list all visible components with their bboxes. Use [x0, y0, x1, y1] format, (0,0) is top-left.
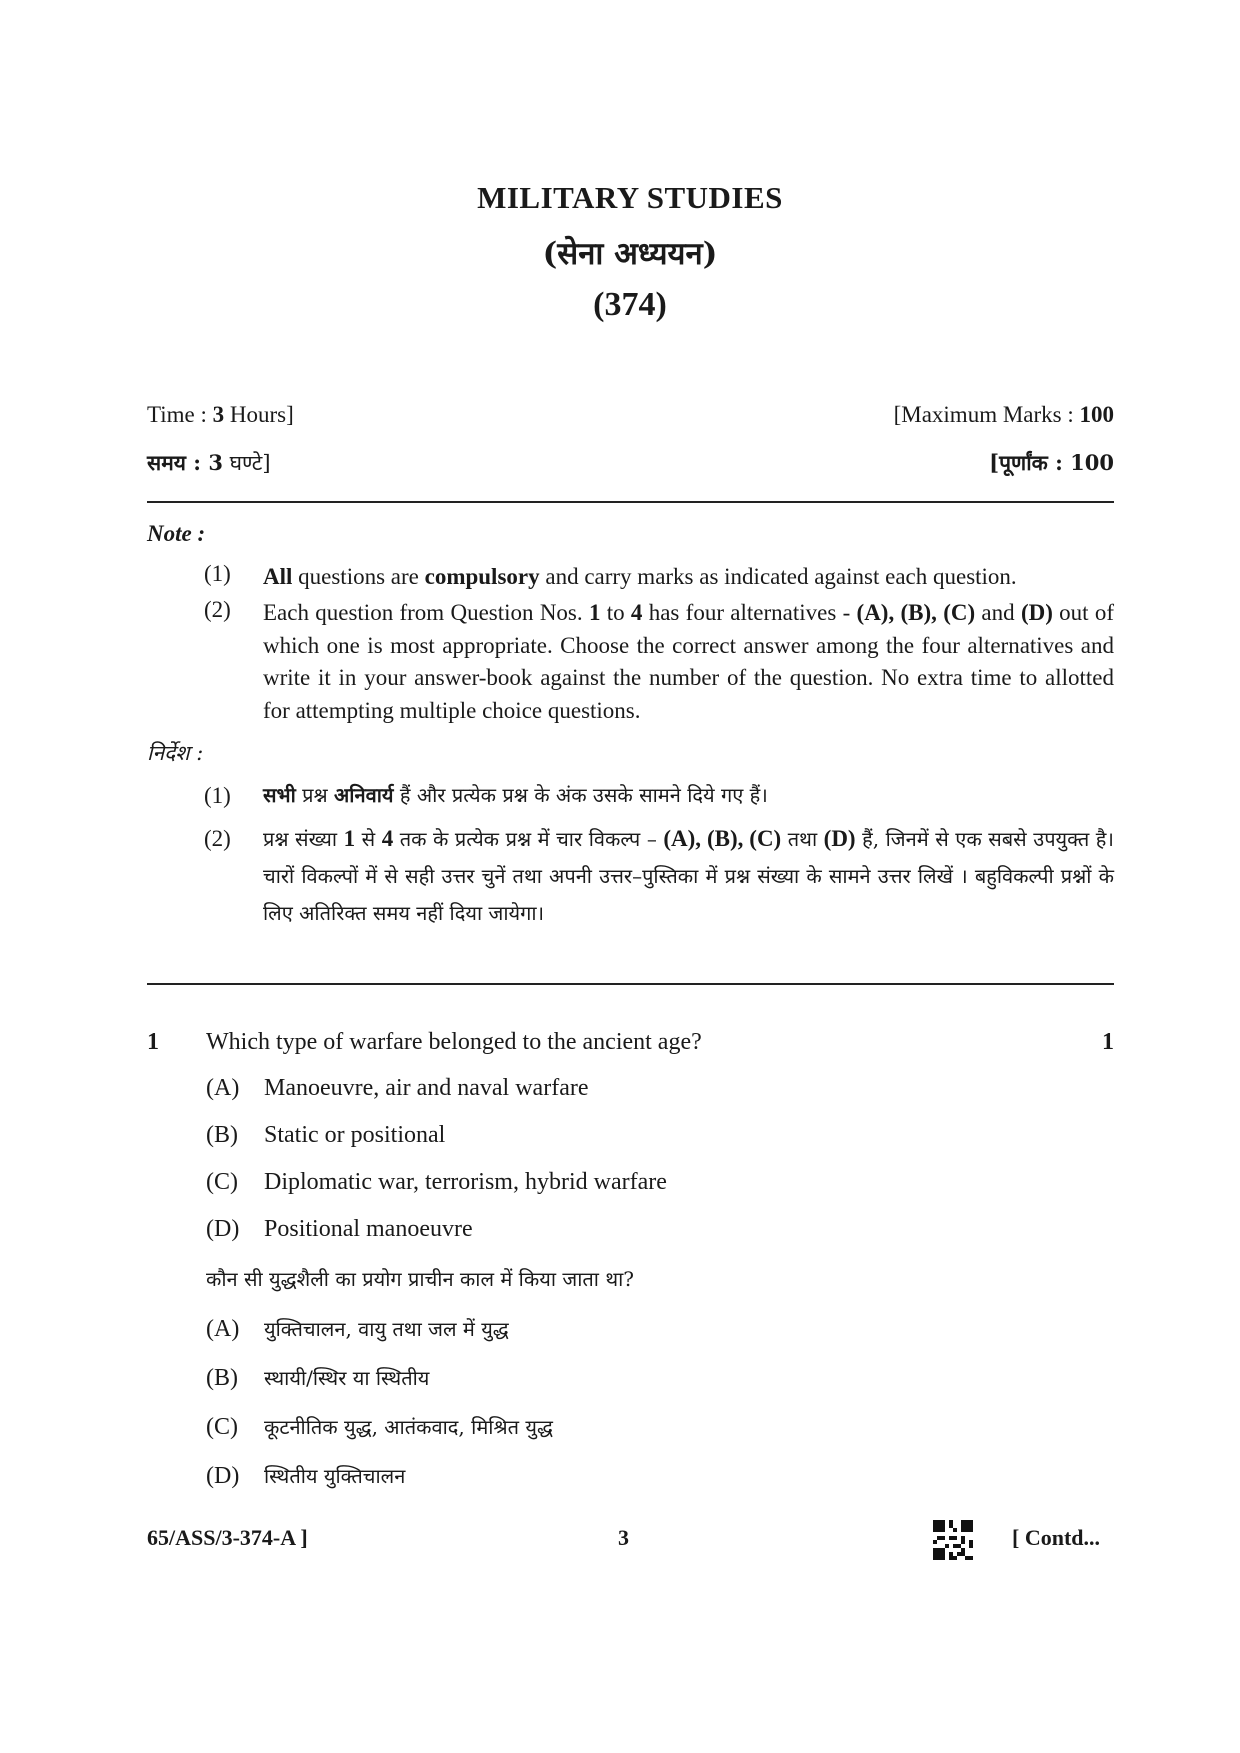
time-marks-row-en	[147, 402, 1114, 428]
option-hi-c: (C) कूटनीतिक युद्ध, आतंकवाद, मिश्रित युद्ध	[206, 1414, 553, 1440]
subject-code: (374)	[593, 286, 667, 323]
subject-title-hi: (सेना अध्ययन)	[542, 236, 718, 272]
nirdesh-item-2-number: (2)	[204, 826, 231, 851]
time-hi: समय : 3 घण्टे]	[147, 450, 271, 475]
time-en: Time : 3 Hours]	[147, 402, 294, 427]
note-item-2-number: (2)	[204, 597, 231, 622]
option-en-c: (C) Diplomatic war, terrorism, hybrid warfare	[206, 1169, 667, 1195]
question-text-en: Which type of warfare belonged to the ancient age?	[206, 1029, 702, 1055]
page-number: 3	[618, 1525, 629, 1550]
max-marks-en: [Maximum Marks : 100	[893, 402, 1114, 427]
qr-code-icon	[933, 1520, 973, 1560]
question-text-hi: कौन सी युद्धशैली का प्रयोग प्राचीन काल में किया जाता था?	[206, 1267, 634, 1291]
option-en-d: (D) Positional manoeuvre	[206, 1216, 473, 1242]
nirdesh-item-1-number: (1)	[204, 783, 231, 808]
note-item-1-number: (1)	[204, 561, 231, 586]
option-hi-d: (D) स्थितीय युक्तिचालन	[206, 1463, 406, 1489]
note-heading: Note :	[147, 521, 206, 546]
question-number: 1	[147, 1029, 159, 1055]
divider-top	[147, 501, 1114, 503]
option-en-b: (B) Static or positional	[206, 1122, 446, 1148]
option-en-a: (A) Manoeuvre, air and naval warfare	[206, 1075, 589, 1101]
contd-label: [ Contd...	[1012, 1525, 1101, 1550]
nirdesh-item-1-text: सभी प्रश्न अनिवार्य हैं और प्रत्येक प्रश्न के अंक उसके सामने दिये गए हैं।	[263, 783, 768, 807]
subject-title-en: MILITARY STUDIES	[477, 180, 783, 215]
note-item-2-text: Each question from Question Nos. 1 to 4 has four alternatives - (A), (B), (C) and (D) out of which one is most appropriate. Choose the correct answer among the four alternatives and write it in your answer-book against the number of the question. No extra time to allotted for attempting multiple choice questions.	[263, 600, 1115, 723]
paper-code: 65/ASS/3-374-A ]	[147, 1525, 308, 1550]
nirdesh-heading: निर्देश :	[147, 741, 204, 765]
note-item-1-text: All questions are compulsory and carry marks as indicated against each question.	[263, 564, 1017, 589]
time-marks-row-hi	[147, 449, 1114, 477]
question-marks: 1	[1102, 1029, 1114, 1055]
option-hi-b: (B) स्थायी/स्थिर या स्थितीय	[206, 1365, 430, 1391]
divider-bottom	[147, 983, 1114, 985]
option-hi-a: (A) युक्तिचालन, वायु तथा जल में युद्ध	[206, 1316, 509, 1342]
max-marks-hi: [पूर्णांक : 100	[989, 450, 1114, 475]
nirdesh-item-2-text: प्रश्न संख्या 1 से 4 तक के प्रत्येक प्रश्न में चार विकल्प – (A), (B), (C) तथा (D) हैं, जिनमें से एक सबसे उपयुक्त है। चारों विकल्पों में से सही उत्तर चुनें तथा अपनी उत्तर–पुस्तिका में प्रश्न संख्या के सामने उत्तर लिखें । बहुविकल्पी प्रश्नों के लिए अतिरिक्त समय नहीं दिया जायेगा।	[263, 826, 1115, 925]
